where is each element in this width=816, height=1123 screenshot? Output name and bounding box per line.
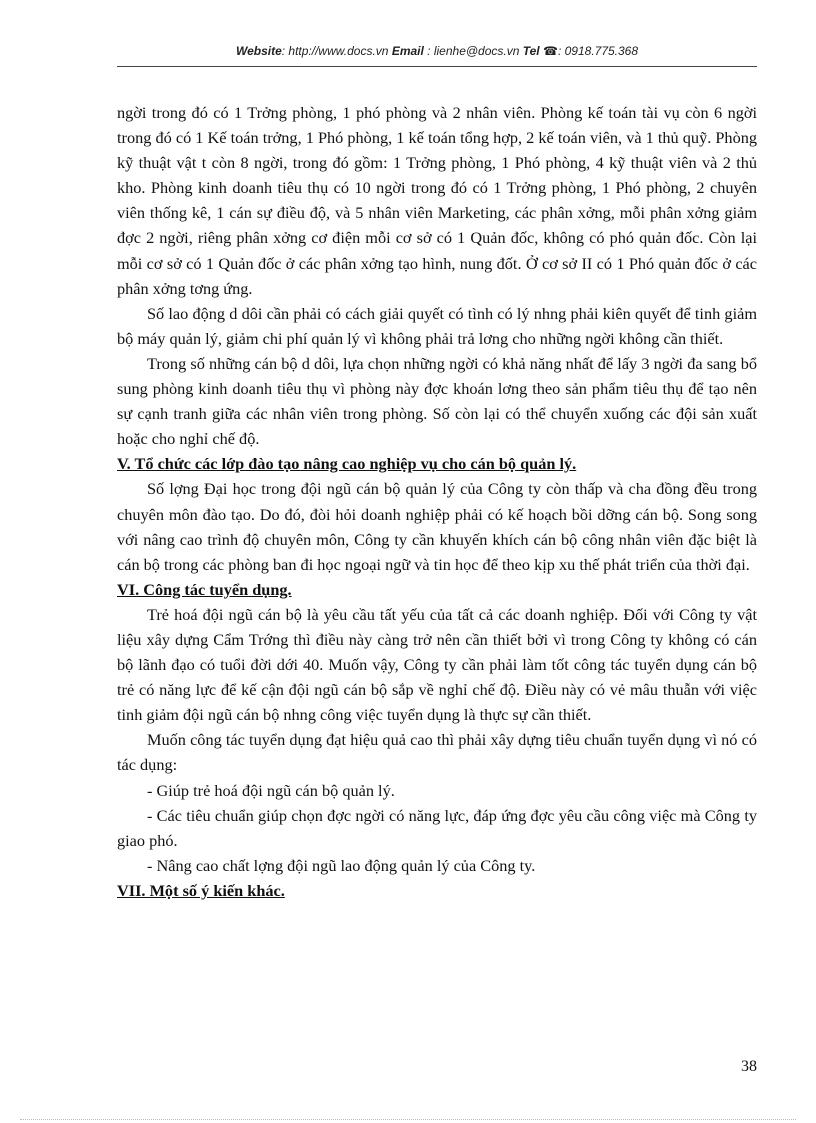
list-item: - Giúp trẻ hoá đội ngũ cán bộ quản lý.	[147, 780, 395, 800]
website-value: : http://www.docs.vn	[281, 44, 389, 58]
section-heading-training: V. Tổ chức các lớp đào tạo nâng cao nghiệp vụ cho cán bộ quản lý.	[117, 454, 577, 474]
website-label: Website	[235, 44, 282, 58]
paragraph-training: Số lợng Đại học trong đội ngũ cán bộ quản lý của Công ty còn thấp và cha đồng đều trong chuyên môn đào tạo. Do đó, đòi hỏi doanh nghiệp phải có kế hoạch bồi dỡng cán bộ. Song song với nâng cao trình độ chuyên môn, Công ty cần khuyến khích cán bộ công nhân viên đặc biệt là cán bộ trong các phòng ban đi học ngoại ngữ và tin học để theo kịp xu thế phát triển của thời đại.	[117, 479, 757, 574]
page-header	[117, 44, 757, 58]
paragraph-rejuvenation: Trẻ hoá đội ngũ cán bộ là yêu cầu tất yếu của tất cả các doanh nghiệp. Đối với Công ty vật liệu xây dựng Cẩm Trớng thì điều này càng trở nên cần thiết bởi vì trong Công ty không có cán bộ lãnh đạo có tuổi đời dới 40. Muốn vậy, Công ty cần phải làm tốt công tác tuyển dụng cán bộ trẻ có năng lực để kế cận đội ngũ cán bộ sắp về nghỉ chế độ. Điều này có vẻ mâu thuẫn với việc tinh giảm đội ngũ cán bộ nhng công việc tuyển dụng là thực sự cần thiết.	[117, 604, 757, 725]
tel-label: Tel	[522, 44, 540, 58]
section-heading-recruitment: VI. Công tác tuyển dụng.	[117, 579, 292, 599]
paragraph-surplus-labor: Số lao động d dôi cần phải có cách giải quyết có tình có lý nhng phải kiên quyết để tinh giảm bộ máy quản lý, giảm chi phí quản lý vì không phải trả lơng cho những ngời không cần thiết.	[117, 303, 757, 348]
document-body	[117, 100, 757, 903]
section-heading-other: VII. Một số ý kiến khác.	[117, 880, 285, 900]
email-value: : lienhe@docs.vn	[427, 44, 520, 58]
paragraph-recruitment-criteria: Muốn công tác tuyển dụng đạt hiệu quả cao thì phải xây dựng tiêu chuẩn tuyển dụng vì nó có tác dụng:	[117, 730, 757, 775]
tel-value: : 0918.775.368	[557, 44, 639, 58]
list-item: - Nâng cao chất lợng đội ngũ lao động quản lý của Công ty.	[147, 855, 536, 875]
paragraph-reassignment: Trong số những cán bộ d dôi, lựa chọn những ngời có khả năng nhất để lấy 3 ngời đa sang bổ sung phòng kinh doanh tiêu thụ vì phòng này đợc khoán lơng theo sản phẩm tiêu thụ để tạo nên sự cạnh tranh giữa các nhân viên trong phòng. Số còn lại có thể chuyển xuống các đội sản xuất hoặc cho nghỉ chế độ.	[117, 353, 757, 449]
phone-icon: ☎	[543, 44, 558, 58]
paragraph-staffing: ngời trong đó có 1 Trởng phòng, 1 phó phòng và 2 nhân viên. Phòng kế toán tài vụ còn 6 ngời trong đó có 1 Kế toán trởng, 1 Phó phòng, 1 kế toán tổng hợp, 2 kế toán viên, và 1 thủ quỹ. Phòng kỹ thuật vật t còn 8 ngời, trong đó gồm: 1 Trởng phòng, 1 Phó phòng, 4 kỹ thuật viên và 2 thủ kho. Phòng kinh doanh tiêu thụ có 10 ngời trong đó có 1 Trởng phòng, 1 Phó phòng, 2 chuyên viên thống kê, 1 cán sự điều độ, và 5 nhân viên Marketing, các phân xởng, mỗi phân xởng giảm đợc 2 ngời, riêng phân xởng cơ điện mỗi cơ sở có 1 Quản đốc, không có phó quản đốc. Còn lại mỗi cơ sở có 1 Quản đốc ở các phân xởng tạo hình, nung đốt. Ở cơ sở II có 1 Phó quản đốc ở các phân xởng tơng ứng.	[117, 103, 757, 298]
footer-divider	[20, 1119, 796, 1120]
header-divider	[117, 66, 757, 67]
page-number: 38	[741, 1058, 757, 1075]
list-item: - Các tiêu chuẩn giúp chọn đợc ngời có năng lực, đáp ứng đợc yêu cầu công việc mà Công ty giao phó.	[117, 805, 757, 850]
email-label: Email	[391, 44, 424, 58]
